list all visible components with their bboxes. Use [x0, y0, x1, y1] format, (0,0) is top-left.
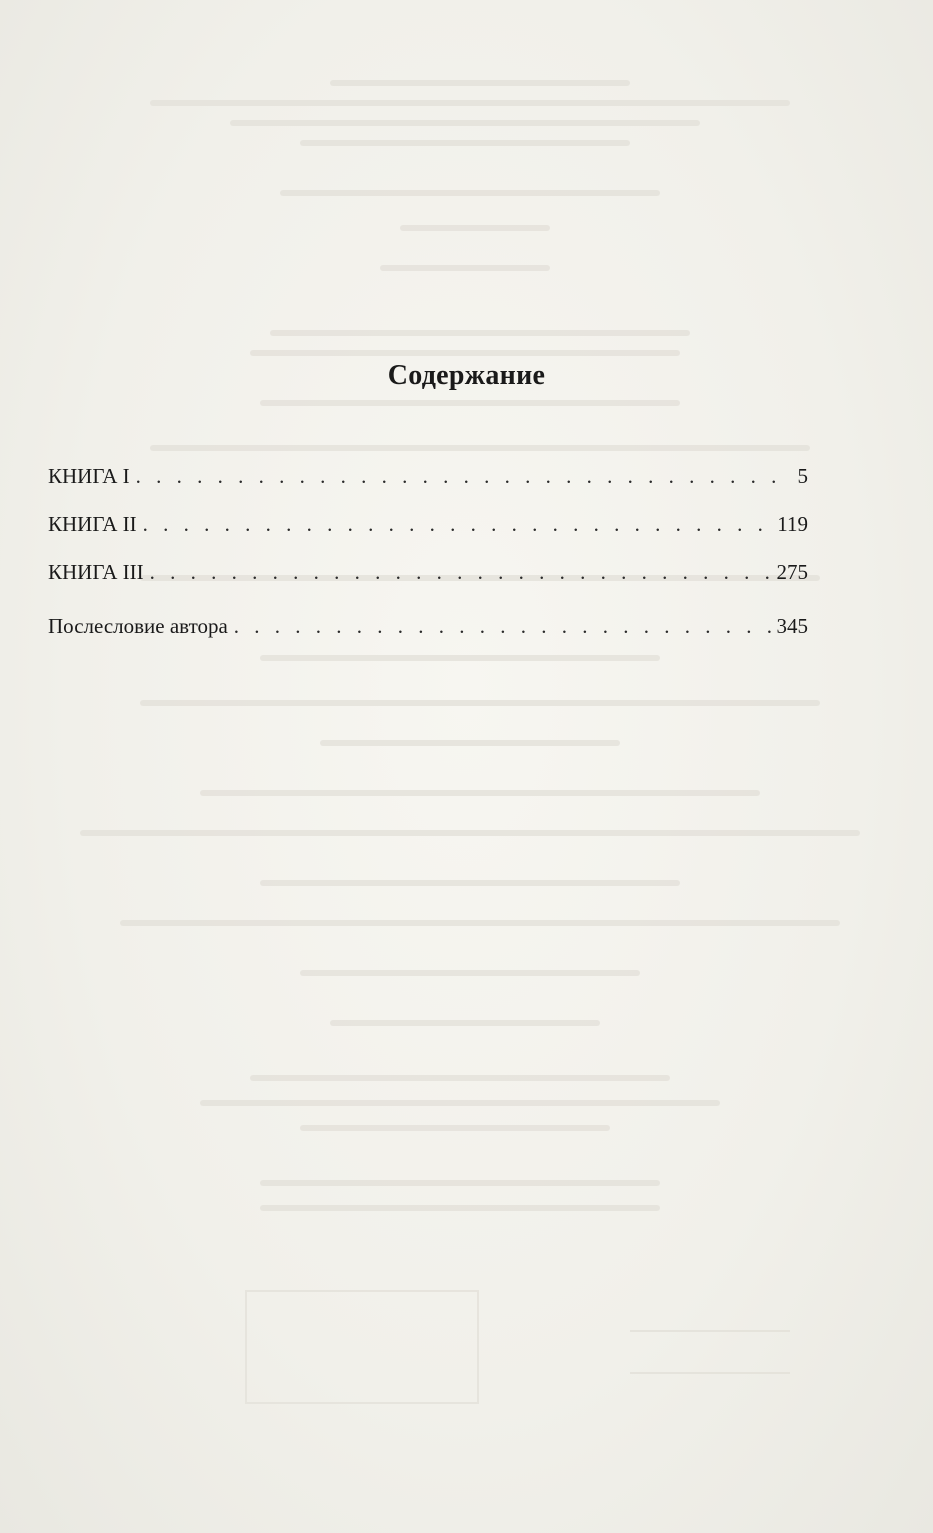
bleed-through-mark: [280, 190, 660, 196]
bleed-through-mark: [120, 920, 840, 926]
bleed-through-mark: [260, 880, 680, 886]
bleed-through-mark: [300, 140, 630, 146]
bleed-through-mark: [140, 700, 820, 706]
bleed-through-mark: [260, 1205, 660, 1211]
bleed-through-mark: [250, 350, 680, 356]
toc-entry-label: КНИГА II: [48, 512, 137, 536]
toc-entry-label: КНИГА I: [48, 464, 130, 488]
toc-entry: [48, 548, 808, 596]
toc-entry-page: 119: [777, 512, 808, 536]
toc-entry-page: 275: [776, 560, 808, 584]
bleed-through-mark: [270, 330, 690, 336]
toc-entry: [48, 500, 808, 548]
bleed-through-mark: [260, 400, 680, 406]
toc-entry-label: Послесловие автора: [48, 614, 228, 638]
bleed-through-mark: [400, 225, 550, 231]
bleed-through-mark: [330, 80, 630, 86]
bleed-through-mark: [300, 970, 640, 976]
toc-heading: Содержание: [387, 360, 546, 391]
toc-entry-page: 345: [776, 614, 808, 638]
bleed-through-logo-mark: [630, 1330, 790, 1374]
bleed-through-barcode-mark: [245, 1290, 479, 1404]
bleed-through-mark: [260, 655, 660, 661]
bleed-through-mark: [300, 1125, 610, 1131]
toc-leader-dots: [150, 548, 771, 596]
toc-leader-dots: [234, 602, 771, 650]
toc-entry-label: КНИГА III: [48, 560, 144, 584]
bleed-through-mark: [330, 1020, 600, 1026]
toc-entry: [48, 452, 808, 500]
bleed-through-mark: [80, 830, 860, 836]
bleed-through-mark: [250, 1075, 670, 1081]
table-of-contents: [48, 452, 808, 650]
toc-leader-dots: [136, 452, 792, 500]
bleed-through-mark: [320, 740, 620, 746]
bleed-through-mark: [150, 100, 790, 106]
bleed-through-mark: [380, 265, 550, 271]
bleed-through-mark: [150, 445, 810, 451]
bleed-through-mark: [230, 120, 700, 126]
toc-leader-dots: [143, 500, 772, 548]
bleed-through-mark: [200, 790, 760, 796]
bleed-through-mark: [260, 1180, 660, 1186]
toc-entry: [48, 602, 808, 650]
bleed-through-mark: [200, 1100, 720, 1106]
toc-entry-page: 5: [797, 464, 808, 488]
